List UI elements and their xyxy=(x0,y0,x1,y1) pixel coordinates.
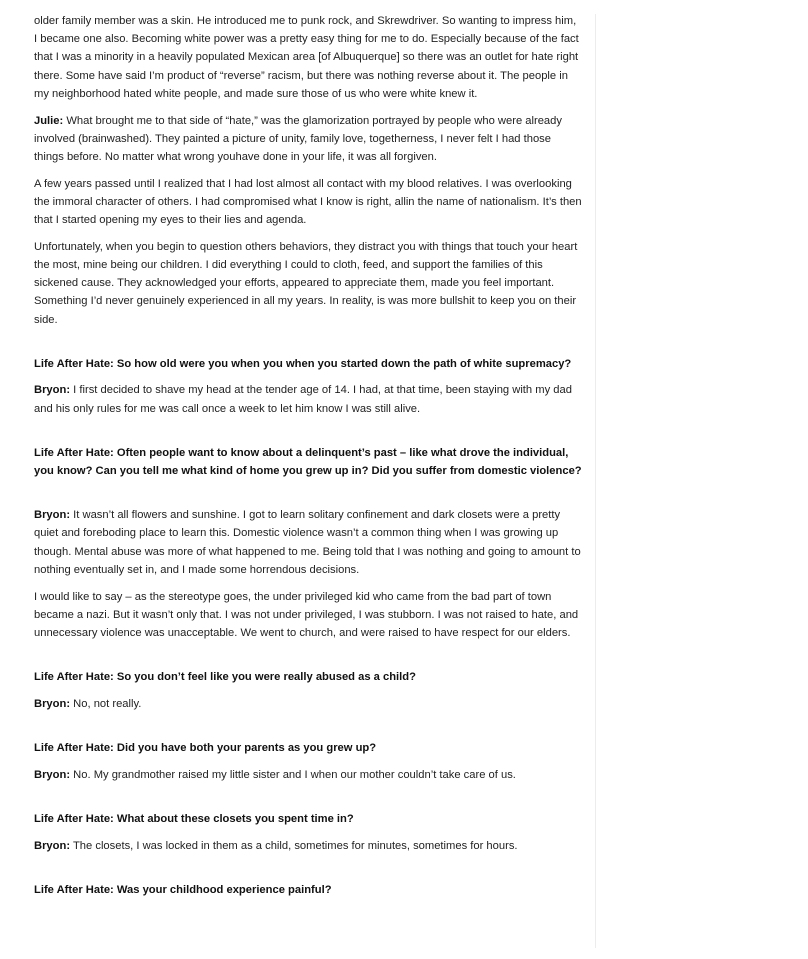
interview-question: Life After Hate: Was your childhood experience painful? xyxy=(34,883,332,896)
speaker-label: Julie: xyxy=(34,114,64,127)
paragraph xyxy=(34,175,582,230)
interview-question: Life After Hate: Often people want to know about a delinquent’s past – like what drove the individual, you know? Can you tell me what kind of home you grew up in? Did you suffer from domestic violence? xyxy=(34,446,582,478)
paragraph xyxy=(34,381,582,417)
paragraph-text: No. My grandmother raised my little sister and I when our mother couldn’t take care of us. xyxy=(70,768,516,781)
speaker-label: Bryon: xyxy=(34,697,71,710)
paragraph-text: No, not really. xyxy=(70,697,142,710)
paragraph-text: It wasn’t all flowers and sunshine. I got to learn solitary confinement and dark closets were a pretty quiet and foreboding place to learn this. Domestic violence wasn’t a common thing when I was growing up though. Mental abuse was more of what happened to me. Being told that I was nothing and going to amount to nothing eventually set in, and I made some horrendous decisions. xyxy=(34,509,581,576)
paragraph xyxy=(34,588,582,643)
paragraph-text: What brought me to that side of “hate,” was the glamorization portrayed by people who were already involved (brainwashed). They painted a picture of unity, family love, togetherness, I never felt I had those things before. No matter what wrong youhave done in your life, it was all forgiven. xyxy=(34,114,562,163)
paragraph xyxy=(34,12,582,103)
interview-question: Life After Hate: What about these closets you spent time in? xyxy=(34,813,354,825)
paragraph-text: Unfortunately, when you begin to question others behaviors, they distract you with things that touch your heart the most, mine being our children. I did everything I could to cloth, feed, and support the families of this sickened cause. They acknowledged your efforts, appeared to appreciate them, made you feel important. Something I’d never genuinely experienced in all my years. In reality, is was more bullshit to keep you on their side. xyxy=(34,240,578,326)
paragraph-text: older family member was a skin. He introduced me to punk rock, and Skrewdriver. So wanting to impress him, I became one also. Becoming white power was a pretty easy thing for me to do. Especially because of the fact that I was a minority in a heavily populated Mexican area [of Albuquerque] so there was an outlet for hate right there. Some have said I’m product of “reverse” racism, but there was nothing reverse about it. The people in my neighborhood hated white people, and made sure those of us who were white knew it. xyxy=(34,15,579,100)
paragraph-text: A few years passed until I realized that I had lost almost all contact with my blood relatives. I was overlooking the immoral character of others. I had compromised what I know is right, allin the name of nationalism. It’s then that I started opening my eyes to their lies and agenda. xyxy=(34,177,582,227)
paragraph xyxy=(34,238,582,329)
paragraph xyxy=(34,837,582,855)
interview-question: Life After Hate: Did you have both your parents as you grew up? xyxy=(34,742,377,755)
paragraph xyxy=(34,695,582,713)
speaker-label: Bryon: xyxy=(34,509,71,522)
column-divider xyxy=(595,14,596,948)
interview-question: Life After Hate: So you don’t feel like you were really abused as a child? xyxy=(34,671,416,684)
paragraph xyxy=(34,506,582,579)
paragraph xyxy=(34,112,582,167)
interview-question: Life After Hate: So how old were you when you when you started down the path of white supremacy? xyxy=(34,357,572,370)
speaker-label: Bryon: xyxy=(34,384,71,397)
article-body xyxy=(34,12,582,908)
paragraph-text: I first decided to shave my head at the tender age of 14. I had, at that time, been staying with my dad and his only rules for me was call once a week to let him know I was still alive. xyxy=(34,384,572,415)
speaker-label: Bryon: xyxy=(34,839,71,852)
paragraph-text: I would like to say – as the stereotype goes, the under privileged kid who came from the bad part of town became a nazi. But it wasn’t only that. I was not under privileged, I was stubborn. I was not raised to hate, and unnecessary violence was unacceptable. We went to church, and were raised to have respect for our elders. xyxy=(34,590,579,639)
paragraph xyxy=(34,766,582,784)
paragraph-text: The closets, I was locked in them as a child, sometimes for minutes, sometimes for hours. xyxy=(70,839,518,852)
speaker-label: Bryon: xyxy=(34,768,71,781)
